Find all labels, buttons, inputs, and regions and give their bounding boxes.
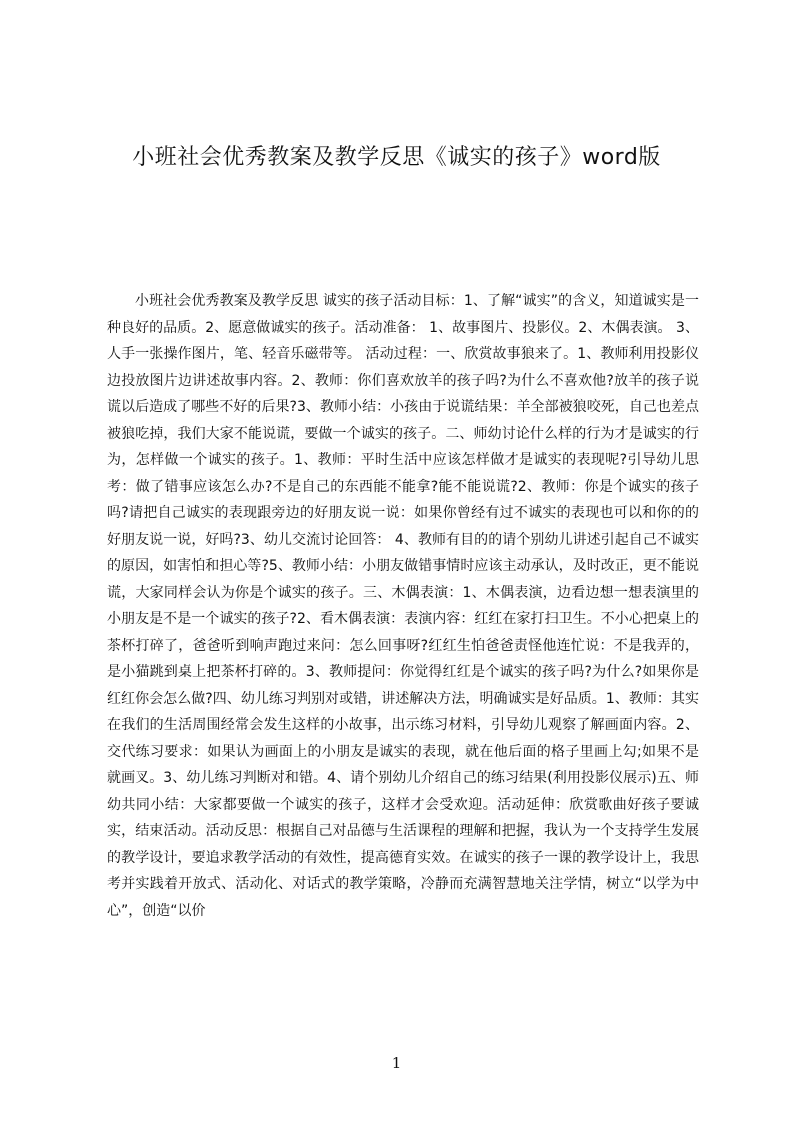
- document-body-paragraph: 小班社会优秀教案及教学反思 诚实的孩子活动目标：1、了解“诚实”的含义，知道诚实是一种良好的品质。2、愿意做诚实的孩子。活动准备： 1、故事图片、投影仪。2、木偶表演。 3、人手一张操作图片，笔、轻音乐磁带等。 活动过程：一、欣赏故事狼来了。1、教师利用投影仪边投放图片边讲述故事内容。2、教师：你们喜欢放羊的孩子吗?为什么不喜欢他?放羊的孩子说谎以后造成了哪些不好的后果?3、教师小结：小孩由于说谎结果：羊全部被狼咬死，自己也差点被狼吃掉，我们大家不能说谎，要做一个诚实的孩子。二、师幼讨论什么样的行为才是诚实的行为，怎样做一个诚实的孩子。1、教师：平时生活中应该怎样做才是诚实的表现呢?引导幼儿思考：做了错事应该怎么办?不是自己的东西能不能拿?能不能说谎?2、教师：你是个诚实的孩子吗?请把自己诚实的表现跟旁边的好朋友说一说：如果你曾经有过不诚实的表现也可以和你的的好朋友说一说，好吗?3、幼儿交流讨论回答： 4、教师有目的的请个别幼儿讲述引起自己不诚实的原因，如害怕和担心等?5、教师小结：小朋友做错事情时应该主动承认，及时改正，更不能说谎，大家同样会认为你是个诚实的孩子。三、木偶表演：1、木偶表演，边看边想一想表演里的小朋友是不是一个诚实的孩子?2、看木偶表演：表演内容：红红在家打扫卫生。不小心把桌上的茶杯打碎了，爸爸听到响声跑过来问：怎么回事呀?红红生怕爸爸责怪他连忙说：不是我弄的，是小猫跳到桌上把茶杯打碎的。3、教师提问：你觉得红红是个诚实的孩子吗?为什么?如果你是红红你会怎么做?四、幼儿练习判别对或错，讲述解决方法，明确诚实是好品质。1、教师：其实在我们的生活周围经常会发生这样的小故事，出示练习材料，引导幼儿观察了解画面内容。2、交代练习要求：如果认为画面上的小朋友是诚实的表现，就在他后面的格子里画上勾;如果不是就画叉。3、幼儿练习判断对和错。4、请个别幼儿介绍自己的练习结果(利用投影仪展示)五、师幼共同小结：大家都要做一个诚实的孩子，这样才会受欢迎。活动延伸：欣赏歌曲好孩子要诚实，结束活动。活动反思：根据自己对品德与生活课程的理解和把握，我认为一个支持学生发展的教学设计，要追求教学活动的有效性，提高德育实效。在诚实的孩子一课的教学设计上，我思考并实践着开放式、活动化、对话式的教学策略，冷静而充满智慧地关注学情，树立“以学为中心”，创造“以价: [107, 293, 699, 919]
- document-title: 小班社会优秀教案及教学反思《诚实的孩子》word版: [132, 145, 661, 170]
- page-number: 1: [391, 1054, 402, 1072]
